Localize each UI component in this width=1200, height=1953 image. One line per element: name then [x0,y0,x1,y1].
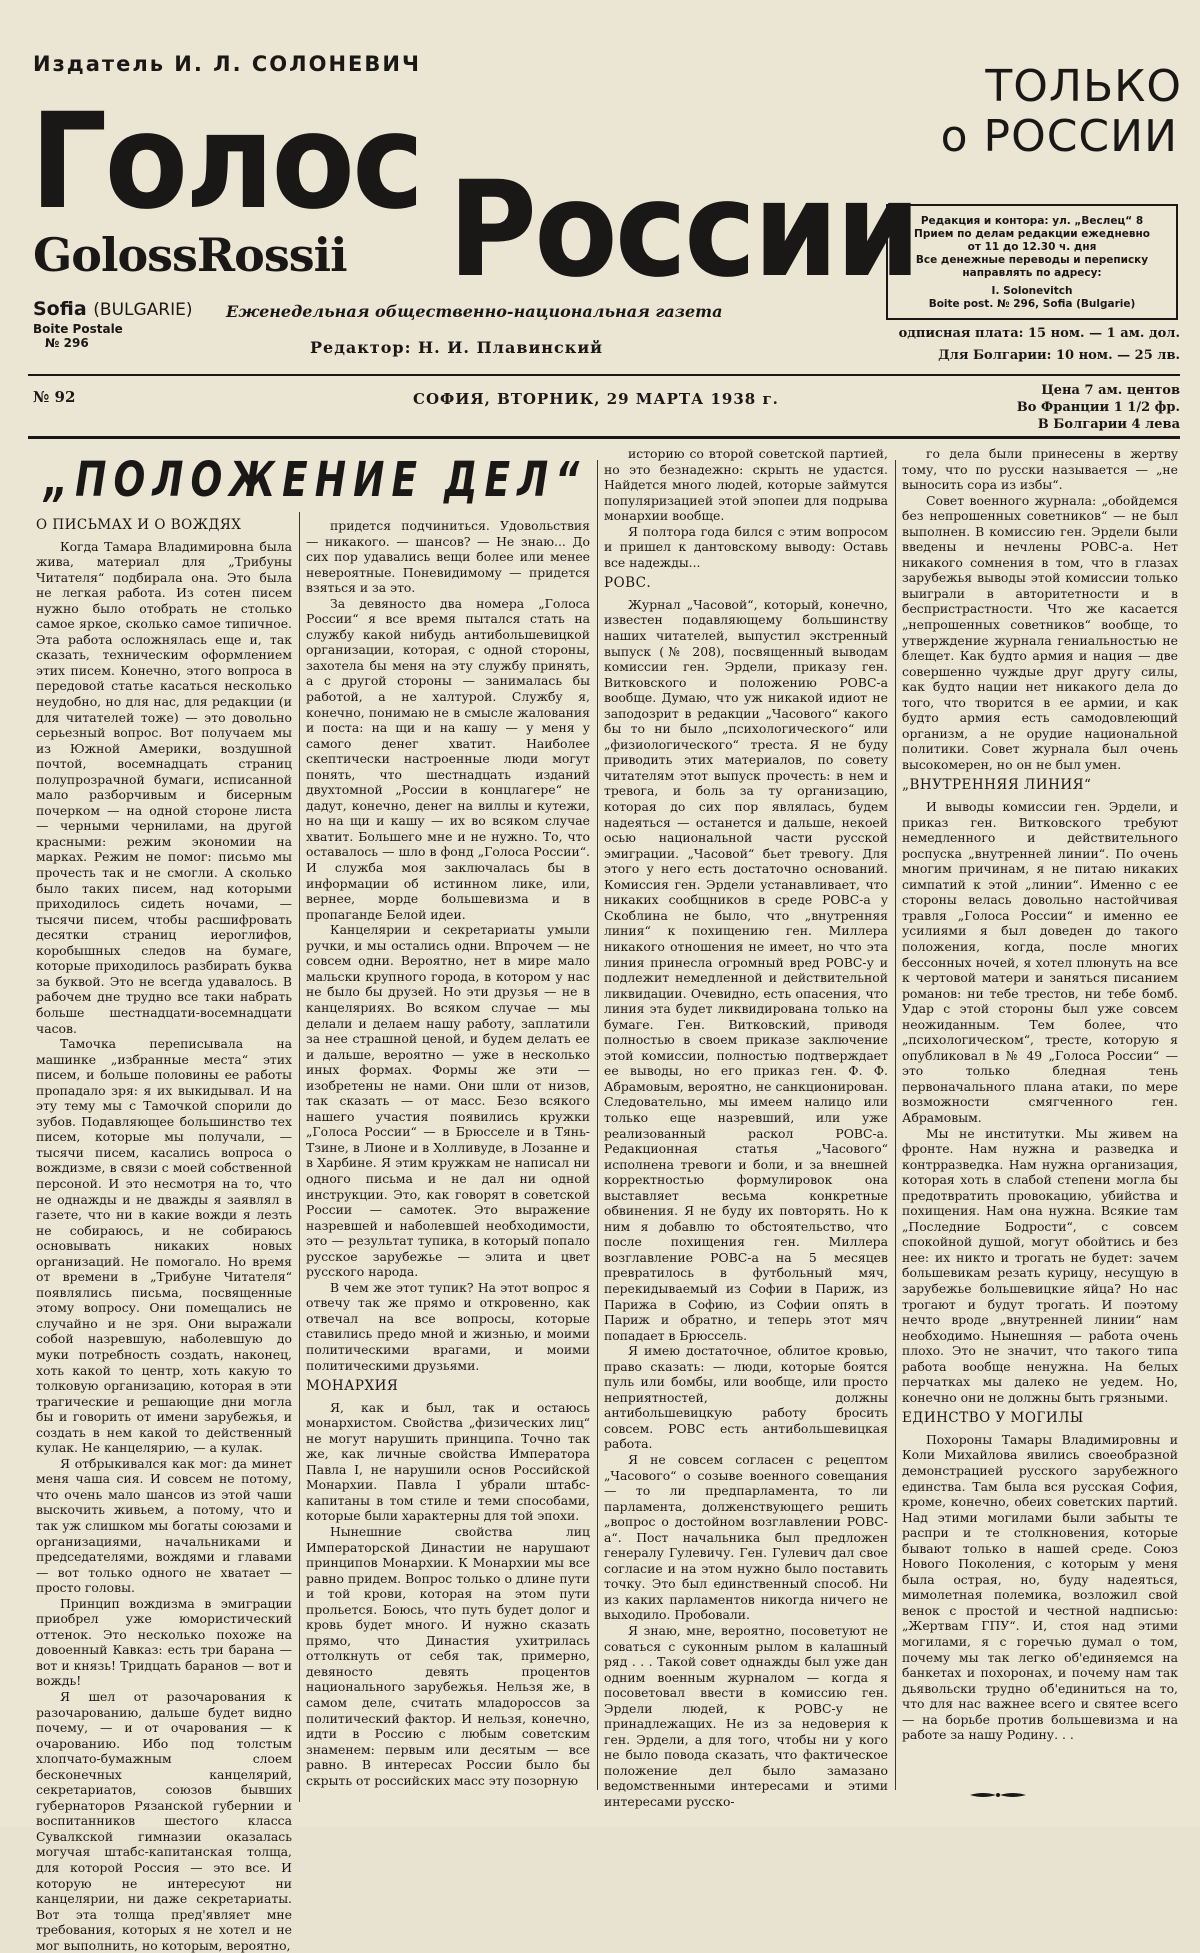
contact-line6: I. Solonevitch [991,285,1073,297]
issue-number: № 92 [33,388,76,406]
contact-line7: Boite post. № 296, Sofia (Bulgarie) [928,298,1136,310]
col1-paragraph: Когда Тамара Владимировна была жива, материал для „Трибуны Читателя“ подбирала она. Это была не легкая работа. Из сотен писем нужно было отобрать не столько самое яркое, сколько самое типичное. Эта работа осложнялась еще и, так сказать, техническим оформлением этих писем. Конечно, этого вопроса в передовой статье касаться несколько неудобно, но для нас, для редакции (и для читателей тоже) — это довольно серьезный вопрос. Вот получаем мы из Южной Америки, воздушной почтой, восемнадцать страниц полупрозрачной бумаги, исписанной мало разборчивым и бисерным почерком — на одной стороне листа — черными чернилами, на другой красными: режим экономии на марках. Режим не помог: письмо мы прочесть так и не смогли. А сколько было таких писем, над которыми приходилось сидеть ночами, — тысячи писем, чтобы расшифровать десятки страниц иероглифов, коробышных следов на бумаге, которые приходилось разбирать буква за буквой. Это не всегда удавалось. В рабочем дне трудно все таки набрать больше шестнадцати-восемнадцати часов. [36,538,292,1036]
subhead-letters-leaders: О ПИСЬМАХ И О ВОЖДЯХ [36,517,242,533]
col4-paragraph: Мы не институтки. Мы живем на фронте. Нам нужна и разведка и контрразведка. Нам нужна организация, которая хоть в слабой степени могла бы предотвратить провокацию, убийства и похищения. Нам она нужна. Всякие там „Последние Бодрости“, с совсем спокойной душой, могут обойтись и без нее: их никто и трогать не будет: зачем большевикам резать курицу, несущую в зарубежье большевицкие яйца? Но нас трогают и будут трогать. И поэтому нечто вроде „внутренней линии“ нам необходимо. Нынешняя — работа очень плохо. Это не значит, что такого типа работа вообще ненужна. На белых перчатках мы далеко не уедем. Но, конечно они не должны быть грязными. [902,1125,1178,1405]
issue-date: СОФИЯ, ВТОРНИК, 29 МАРТА 1938 г. [413,390,779,408]
title-word-rossii: России [448,153,919,307]
boite-postale [33,322,123,350]
column-divider-3 [895,460,896,1790]
col2-paragraph: В чем же этот тупик? На этот вопрос я отвечу так же прямо и откровенно, как отвечал на все вопросы, которые ставились предо мной и жизнью, и моими политическими врагами, и моими политическими друзьями. [306,1279,590,1373]
top-rule [28,374,1180,376]
city: Sofia [33,298,87,320]
article-column-1 [36,517,292,1953]
subhead-monarchy: МОНАРХИЯ [306,1378,399,1395]
col3-paragraph: Я полтора года бился с этим вопросом и пришел к дантовскому выводу: Оставь все надежды... [604,523,888,570]
col3-paragraph: историю со второй советской партией, но это безнадежно: скрыть не удастся. Найдется много людей, которые займутся популяризацией этой эпопеи для подрыва монархии вообще. [604,446,888,524]
editor-line: Редактор: Н. И. Плавинский [310,338,604,357]
price-line1: Цена 7 ам. центов [1041,383,1180,398]
col3-paragraph: Я не совсем согласен с рецептом „Часового“ о созыве военного совещания — то ли предпарламента, то ли парламента, долженствующего решить „вопрос о достойном возглавлении РОВС-а“. Пост начальника был предложен генералу Гулевичу. Ген. Гулевич дал свое согласие и на этом нужно было поставить точку. Это был единственный способ. Ни из каких парламентов никогда ничего не выходило. Пробовали. [604,1452,888,1623]
col4-paragraph: Совет военного журнала: „обойдемся без непрошенных советников“ — не был выполнен. В комиссию ген. Эрдели были введены и нечлены РОВС-а. Нет никакого сомнения в том, что в глазах зарубежья выводы этой комиссии только выиграли в авторитетности и в беспристрастности. Что же касается „непрошенных советников“ вообще, то утверждение журнала гениальностью не блещет. Как будто армия и нация — две совершенно чуждые друг другу силы, как будто нации нет никакого дела до того, что творится в ее армии, и как будто армия есть самодовлеющий организм, а не орудие национальной политики. Совет журнала был очень высокомерен, но он не был умен. [902,492,1178,772]
col1-paragraph: Принцип вождизма в эмиграции приобрел уже юмористический оттенок. Это несколько похоже на довоенный Кавказ: есть три барана — вот и князь! Тридцать баранов — вот и вождь! [36,1595,292,1689]
subhead-unity-at-grave: ЕДИНСТВО У МОГИЛЫ [902,1410,1084,1427]
contact-line3: от 11 до 12.30 ч. дня [967,241,1097,253]
weekly-subtitle: Еженедельная общественно-национальная газета [226,302,723,321]
bottom-rule [28,436,1180,439]
end-ornament-icon [968,1790,1028,1800]
col1-paragraph: Я отбрыкивался как мог: да минет меня чаша сия. И совсем не потому, что очень мало шансов из этой чаши выскочить живьем, а потому, что и так уж слишком мы богаты союзами и организациями, начальниками и председателями, вождями и главами — вот только одного не хватает — просто головы. [36,1455,292,1596]
col2-paragraph: Канцелярии и секретариаты умыли ручки, и мы остались одни. Впрочем — не совсем одни. Вероятно, нет в мире мало мальски крупного города, в котором у нас не было бы друзей. Но эти друзья — не в канцеляриях. Во всяком случае — мы делали и делаем нашу работу, заплатили за нее страшной ценой, и будем делать ее и дальше, вероятно — уже в несколько иных формах. Формы же эти — изобретены не нами. Они шли от низов, так сказать — от масс. Безо всякого нашего участия появились кружки „Голоса России“ — в Брюсселе и в Тянь-Тзине, в Лионе и в Холливуде, в Лозанне и в Харбине. Я этим кружкам не написал ни одного письма и не дал ни одной инструкции. Это, как говорят в советской России — самотек. Это выражение назревшей и наболевшей необходимости, это — результат тупика, в который попало русское зарубежье — элита и цвет русского народа. [306,922,590,1280]
boite-line2: № 296 [45,336,89,350]
article-column-4 [902,446,1178,1790]
column-divider-1 [299,512,300,1802]
contact-line1: Редакция и контора: ул. „Веслец“ 8 [920,215,1144,227]
article-column-3 [604,446,888,1810]
slogan [862,62,1182,162]
contact-box [886,204,1178,320]
col4-paragraph: И выводы комиссии ген. Эрдели, и приказ ген. Витковского требуют немедленного и действительного роспуска „внутренней линии“. По очень многим причинам, я не питаю никаких симпатий к этой „линии“. Именно с ее стороны велась довольно настойчивая травля „Голоса России“ и именно ее усилиями я был доведен до такого положения, когда, после многих бессонных ночей, я хотел плюнуть на все к чертовой матери и заняться писанием романов: ни тебе трестов, ни тебе бомб. Удар с этой стороны был уже совсем неожиданным. Тем более, что „психологическом“, тресте, которую я опубликовал в № 49 „Голоса России“ — это только бледная тень первоначального плана атаки, по мере возможности смягченного ген. Абрамовым. [902,799,1178,1125]
title-latin: GolossRossii [33,228,347,282]
contact-line5: направлять по адресу: [962,267,1102,279]
article-column-2 [306,518,590,1806]
subhead-rovs: РОВС. [604,575,652,592]
col2-paragraph: За девяносто два номера „Голоса России“ я все время пытался стать на службу какой нибудь антибольшевицкой организации, которая, с одной стороны, захотела бы меня на эту службу принять, а с другой стороны — занималась бы работой, а не халтурой. Службу я, конечно, понимаю не в смысле жалования и поста: на щи и на кашу — у меня у самого денег хватит. Наиболее скептически настроенные люди могут понять, что шестнадцать изданий двухтомной „России в концлагере“ не дадут, конечно, денег на виллы и кутежи, но на щи и кашу — их во всяком случае хватит. Большего мне и не нужно. То, что оставалось — шло в фонд „Голоса России“. И служба моя заключалась бы в информации об истинном лике, или, вернее, морде большевизма и в пропаганде Белой идеи. [306,595,590,922]
title-word-golos: Голос [30,85,422,239]
contact-line4: Все денежные переводы и переписку [915,254,1149,266]
col3-paragraph: Журнал „Часовой“, который, конечно, известен подавляющему большинству наших читателей, выпустил экстренный выпуск (№ 208), посвященный выводам комиссии ген. Эрдели, приказу ген. Витковского и положению РОВС-а вообще. Думаю, что уж никакой идиот не заподозрит в редакции „Часового“ какого бы то ни было „психологического“ или „физиологического“ треста. Я не буду приводить этих материалов, по совету читателям этот выпуск прочесть: в нем и тревога, и боль за ту организацию, которая до сих пор являлась, будем надеяться — останется и дальше, некоей осью национальной части русской эмиграции. „Часовой“ бьет тревогу. Для этого у него есть достаточно оснований. Комиссия ген. Эрдели устанавливает, что никаких сообщников в среде РОВС-а у Скоблина не было, что „внутренняя линия“ к похищению ген. Миллера никакого отношения не имеет, но что эта линия принесла огромный вред РОВС-у и подлежит немедленной и действительной ликвидации. Очевидно, есть опасения, что линия эта будет ликвидирована только на бумаге. Ген. Витковский, приводя полностью в своем приказе заключение этой комиссии, полностью подтверждает ее выводы, но его приказ ген. Ф. Ф. Абрамовым, вероятно, не санкционирован. Следовательно, мы имеем налицо или только еще назревший, или уже реализованный раскол РОВС-а. Редакционная статья „Часового“ исполнена тревоги и боли, и за внешней корректностью формулировок она выставляет весьма конкретные обвинения. Я не буду их повторять. Но к ним я добавлю то обстоятельство, что после похищения ген. Миллера возглавление РОВС-а на 5 месяцев превратилось в футбольный мяч, перекидываемый из Софии в Париж, из Парижа в Софию, из Софии опять в Париж и обратно, и теперь этот мяч попадает в Брюссель. [604,596,888,1343]
price-line3: В Болгарии 4 лева [1037,417,1180,432]
country: (BULGARIE) [93,300,193,320]
col1-paragraph: Тамочка переписывала на машинке „избранные места“ этих писем, и больше половины ее работы пропадало зря: я их выкидывал. И на эту тему мы с Тамочкой спорили до зубов. Подавляющее большинство тех писем, которые мы получали, — тысячи писем, касались вопроса о вождизме, в связи с моей собственной персоной. И это несмотря на то, что не однажды и не дважды я заявлял в газете, что ни в какие вожди я лезть не собираюсь, и не собираюсь основывать никаких новых организаций. Не помогало. Но время от времени в „Трибуне Читателя“ появлялись письма, посвященные этому вопросу. Они помещались не случайно и не зря. Они выражали собой назревшую, наболевшую до муки потребность создать, наконец, хоть какой то центр, хоть какую то толковую организацию, которая в эти трагические и решающие дни могла бы и говорить от имени зарубежья, и создать в нем какой то действенный кулак. Не канцелярию, — а кулак. [36,1036,292,1456]
col1-paragraph: Я шел от разочарования к разочарованию, дальше будет видно почему, — и от очарования — к очарованию. Ибо под толстым хлопчато-бумажным слоем бесконечных канцелярий, секретариатов, союзов бывших губернаторов Рязанской губернии и воспитанников шестого класса Сувалкской гимназии оказалась могучая штабс-капитанская толща, для которой Россия — это все. И которую не интересуют ни канцелярии, ни даже секретариаты. Вот эта толща пред'являет мне требования, которых я не хотел и не мог выполнить, но которым, вероятно, [36,1689,292,1953]
price-line2: Во Франции 1 1/2 фр. [1016,400,1180,415]
col2-paragraph: придется подчиниться. Удовольствия — никакого. — шансов? — Не знаю... До сих пор удавались вещи более или менее невероятные. Поневидимому — придется взяться и за это. [306,518,590,596]
boite-line1: Boite Postale [33,322,123,336]
contact-line2: Прием по делам редакции ежедневно [914,228,1150,240]
subscription-line2: Для Болгарии: 10 ном. — 25 лв. [938,348,1180,363]
publisher-line: Издатель И. Л. СОЛОНЕВИЧ [33,52,421,76]
col2-paragraph: Нынешние свойства лиц Императорской Династии не нарушают принципов Монархии. К Монархии мы все равно придем. Вопрос только о длине пути и той крови, которая на этом пути прольется. Боюсь, что путь будет долог и кровь будет много. И нужно сказать прямо, что Династия ухитрилась оттолкнуть от себя так, примерно, девяносто девять процентов национального зарубежья. Нельзя же, в самом деле, считать младороссов за политический фактор. И нельзя, конечно, идти в Россию с любым советским знаменем: первым или десятым — все равно. В интересах России было бы скрыть от российских масс эту позорную [306,1524,590,1788]
slogan-line1: ТОЛЬКО [985,61,1182,112]
col4-paragraph: го дела были принесены в жертву тому, что по русски называется — „не выносить сора из избы“. [902,446,1178,493]
col4-paragraph: Похороны Тамары Владимировны и Коли Михайлова явились своеобразной демонстрацией русского зарубежного единства. Там была вся русская София, кроме, конечно, обеих советских партий. Над этими могилами были забыты те распри и те столкновения, которые бывают только в нашей среде. Союз Нового Поколения, с которым у меня была острая, но, буду надеяться, мимолетная полемика, возложил свой венок с простой и честной надписью: „Жертвам ГПУ“. И, стоя над этими могилами, я с горечью думал о том, почему мы так легко об'единяемся на банкетах и похоронах, и почему нам так дьявольски трудно об'единиться на то, что для нас важнее всего и святее всего — на борьбе против большевизма и на работе за нашу Родину. . . [902,1431,1178,1743]
col3-paragraph: Я знаю, мне, вероятно, посоветуют не соваться с суконным рылом в калашный ряд . . . Такой совет однажды был уже дан одним военным журналом — когда я посоветовал ввести в комиссию ген. Эрдели людей, к РОВС-у не принадлежащих. Не из за недоверия к ген. Эрдели, а для того, чтобы ни у кого не было повода сказать, что фактическое положение дел было замазано ведомственными интересами и этими интересами русско- [604,1623,888,1810]
subscription-line1: одписная плата: 15 ном. — 1 ам. дол. [898,326,1180,341]
col3-paragraph: Я имею достаточное, облитое кровью, право сказать: — люди, которые боятся пуль или бомбы, или вообще, или просто неприятностей, должны антибольшевицкую работу бросить совсем. РОВС есть антибольшевицкая работа. [604,1343,888,1452]
article-headline: „ПОЛОЖЕНИЕ ДЕЛ“ [44,452,587,508]
price-block [930,382,1180,433]
subhead-internal-line: „ВНУТРЕННЯЯ ЛИНИЯ“ [902,777,1092,794]
column-divider-2 [597,460,598,1790]
slogan-line2: о РОССИИ [940,111,1178,162]
city-line [33,298,193,320]
col2-paragraph: Я, как и был, так и остаюсь монархистом. Свойства „физических лиц“ не могут нарушить принципа. Точно так же, как личные свойства Императора Павла I, не нарушили основ Российской Монархии. Павла I убрали штабс-капитаны в том стиле и теми способами, которые были характерны для той эпохи. [306,1399,590,1524]
